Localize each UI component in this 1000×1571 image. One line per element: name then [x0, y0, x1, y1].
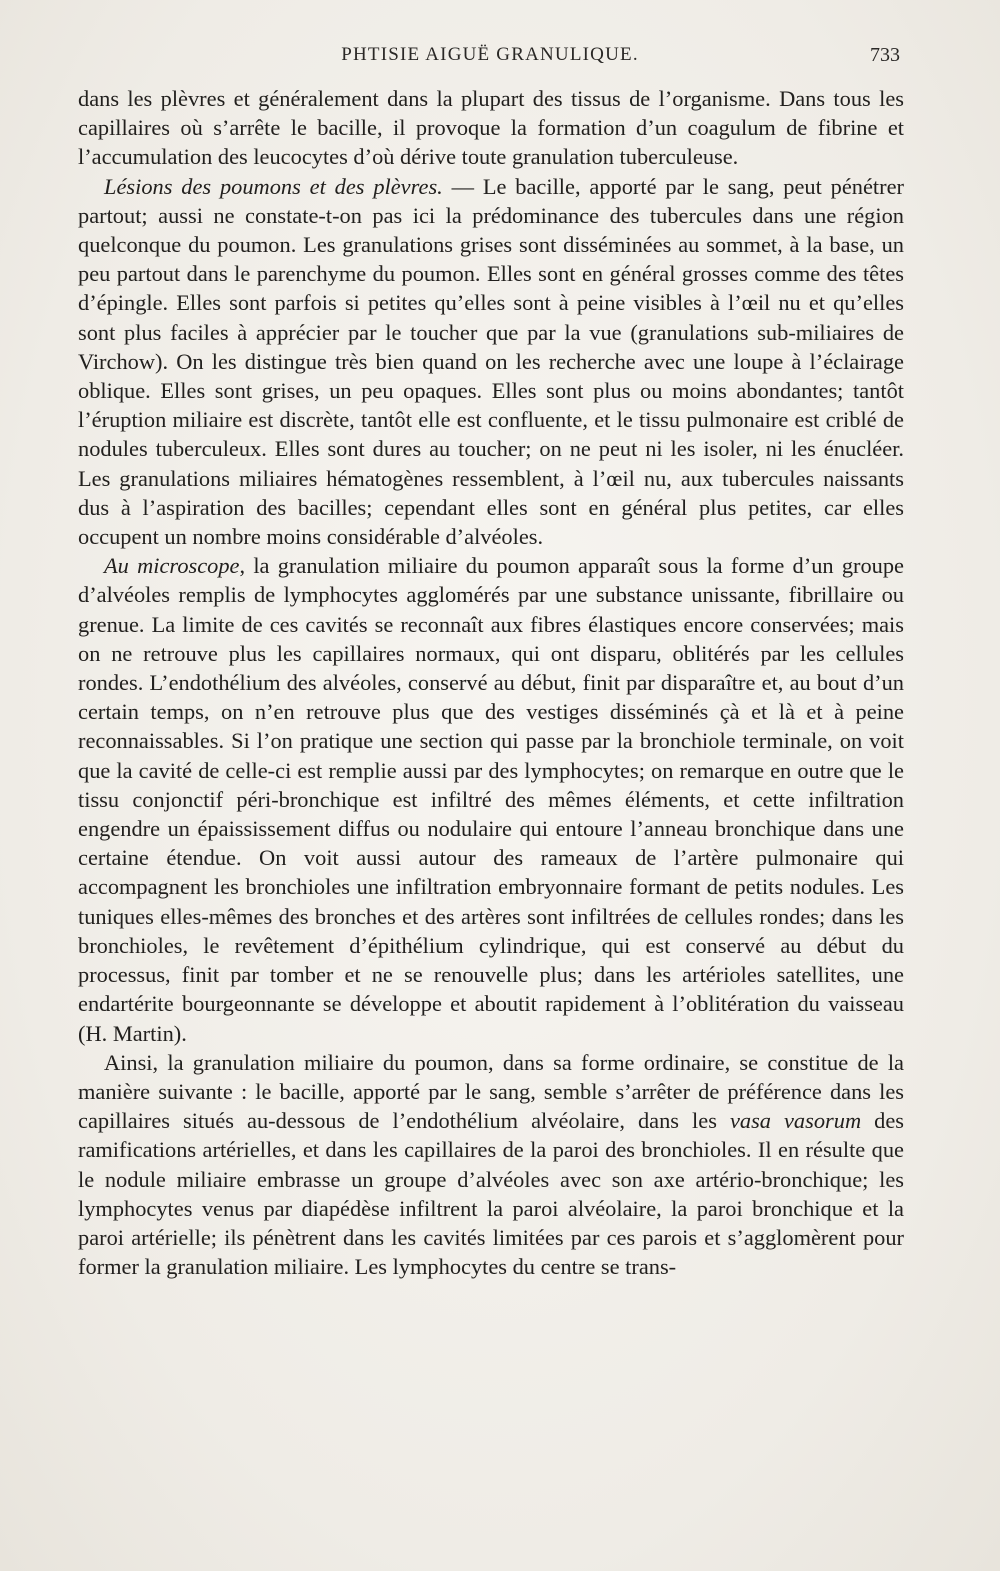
- paragraph: [78, 172, 904, 552]
- body-text: [78, 84, 904, 1281]
- italic-text-run: vasa vasorum: [729, 1108, 862, 1134]
- italic-text-run: Au microscope: [104, 553, 240, 579]
- text-run: Ainsi, la granulation miliaire du poumon, dans sa forme ordinaire, se constitue de la manière suivante : le bacille, apporté par le sang, semble s’arrêter de préférence dans les capillaires situés au-dessous de l’endothélium alvéolaire, dans les: [78, 1049, 904, 1134]
- italic-text-run: Lésions des poumons et des plèvres.: [104, 173, 443, 199]
- text-run: , la granulation miliaire du poumon apparaît sous la forme d’un groupe d’alvéoles remplis de lymphocytes agglomérés par une substance unissante, fibrillaire ou grenue. La limite de ces cavités se reconnaît aux fibres élastiques encore conservées; mais on ne retrouve plus les capillaires normaux, qui ont disparu, oblitérés par les cellules rondes. L’endothélium des alvéoles, conservé au début, finit par disparaître et, au bout d’un certain temps, on n’en retrouve plus que des vestiges disséminés çà et là et à peine reconnaissables. Si l’on pratique une section qui passe par la bronchiole terminale, on voit que la cavité de celle-ci est remplie aussi par des lymphocytes; on remarque en outre que le tissu conjonctif péri-bronchique est infiltré des mêmes éléments, et cette infiltration engendre un épaississement diffus ou nodulaire qui entoure l’anneau bronchique dans une certaine étendue. On voit aussi autour des rameaux de l’artère pulmonaire qui accompagnent les bronchioles une infiltration embryonnaire formant de petits nodules. Les tuniques elles-mêmes des bronches et des artères sont infiltrées de cellules rondes; dans les bronchioles, le revêtement d’épithélium cylindrique, qui est conservé au début du processus, finit par tomber et ne se renouvelle plus; dans les artérioles satellites, une endartérite bourgeonnante se développe et aboutit rapidement à l’oblitération du vaisseau (H. Martin).: [78, 553, 904, 1046]
- paragraph: [78, 1048, 904, 1282]
- text-run: — Le bacille, apporté par le sang, peut pénétrer partout; aussi ne constate-t-on pas ici la prédominance des tubercules dans une région quelconque du poumon. Les granulations grises sont disséminées au sommet, à la base, un peu partout dans le parenchyme du poumon. Elles sont en général grosses comme des têtes d’épingle. Elles sont parfois si petites qu’elles sont à peine visibles à l’œil nu et qu’elles sont plus faciles à apprécier par le toucher que par la vue (granulations sub-miliaires de Virchow). On les distingue très bien quand on les recherche avec une loupe à l’éclairage oblique. Elles sont grises, un peu opaques. Elles sont plus ou moins abondantes; tantôt l’éruption miliaire est discrète, tantôt elle est confluente, et le tissu pulmonaire est criblé de nodules tuberculeux. Elles sont dures au toucher; on ne peut ni les isoler, ni les énucléer. Les granulations miliaires hématogènes ressemblent, à l’œil nu, aux tubercules naissants dus à l’aspiration des bacilles; cependant elles sont en général plus petites, car elles occupent un nombre moins considérable d’alvéoles.: [78, 173, 904, 550]
- paragraph: [78, 551, 904, 1047]
- page-number: 733: [870, 44, 900, 66]
- text-run: dans les plèvres et généralement dans la plupart des tissus de l’organisme. Dans tous les capillaires où s’arrête le bacille, il provoque la formation d’un coagulum de fibrine et l’accumulation des leucocytes d’où dérive toute granulation tuberculeuse.: [78, 86, 904, 170]
- page-header: [80, 44, 900, 72]
- text-run: des ramifications artérielles, et dans les capillaires de la paroi des bronchioles. Il en résulte que le nodule miliaire embrasse un groupe d’alvéoles avec son axe artério-bronchique; les lymphocytes venus par diapédèse infiltrent la paroi alvéolaire, la paroi bronchique et la paroi artérielle; ils pénètrent dans les cavités limitées par ces parois et s’agglomèrent pour former la granulation miliaire. Les lymphocytes du centre se trans-: [78, 1108, 904, 1280]
- paragraph: [78, 84, 904, 172]
- running-head: PHTISIE AIGUË GRANULIQUE.: [341, 44, 639, 65]
